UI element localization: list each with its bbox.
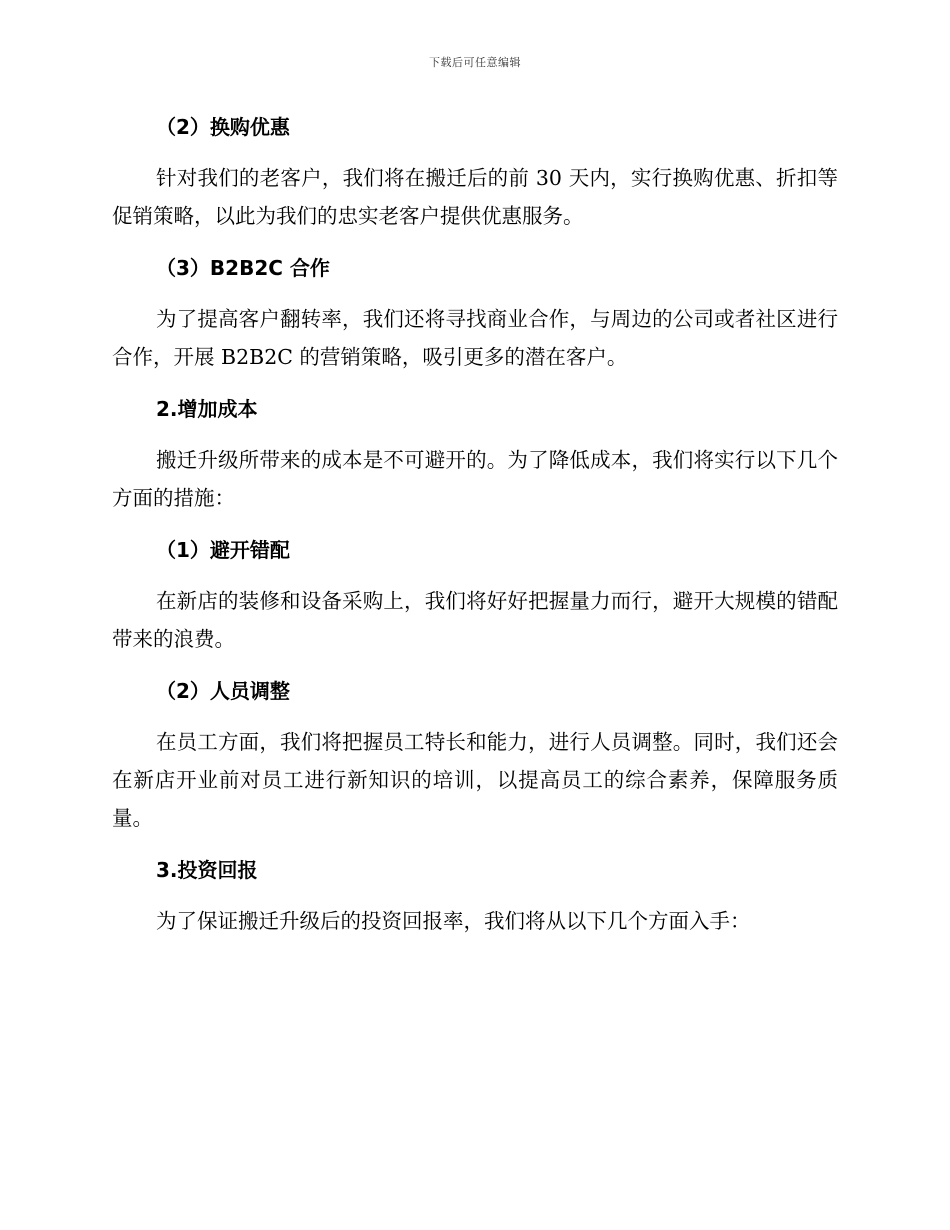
paragraph: 针对我们的老客户，我们将在搬迁后的前 30 天内，实行换购优惠、折扣等促销策略，以此为我们的忠实老客户提供优惠服务。 — [112, 166, 838, 228]
section-heading: 2.增加成本 — [156, 397, 258, 421]
section-heading: （2）人员调整 — [156, 679, 290, 703]
paragraph: 在新店的装修和设备采购上，我们将好好把握量力而行，避开大规模的错配带来的浪费。 — [112, 589, 838, 651]
paragraph: 为了保证搬迁升级后的投资回报率，我们将从以下几个方面入手： — [156, 909, 751, 933]
section-heading: （1）避开错配 — [156, 538, 290, 562]
document-body — [112, 110, 838, 940]
section-heading: 3.投资回报 — [156, 858, 258, 882]
paragraph: 搬迁升级所带来的成本是不可避开的。为了降低成本，我们将实行以下几个方面的措施： — [112, 448, 838, 510]
section-heading: （2）换购优惠 — [156, 115, 290, 139]
paragraph: 在员工方面，我们将把握员工特长和能力，进行人员调整。同时，我们还会在新店开业前对员工进行新知识的培训，以提高员工的综合素养，保障服务质量。 — [112, 730, 838, 830]
section-heading: （3）B2B2C 合作 — [156, 256, 330, 280]
page-header: 下载后可任意编辑 — [429, 56, 521, 69]
paragraph: 为了提高客户翻转率，我们还将寻找商业合作，与周边的公司或者社区进行合作，开展 B2B2C 的营销策略，吸引更多的潜在客户。 — [112, 307, 838, 369]
